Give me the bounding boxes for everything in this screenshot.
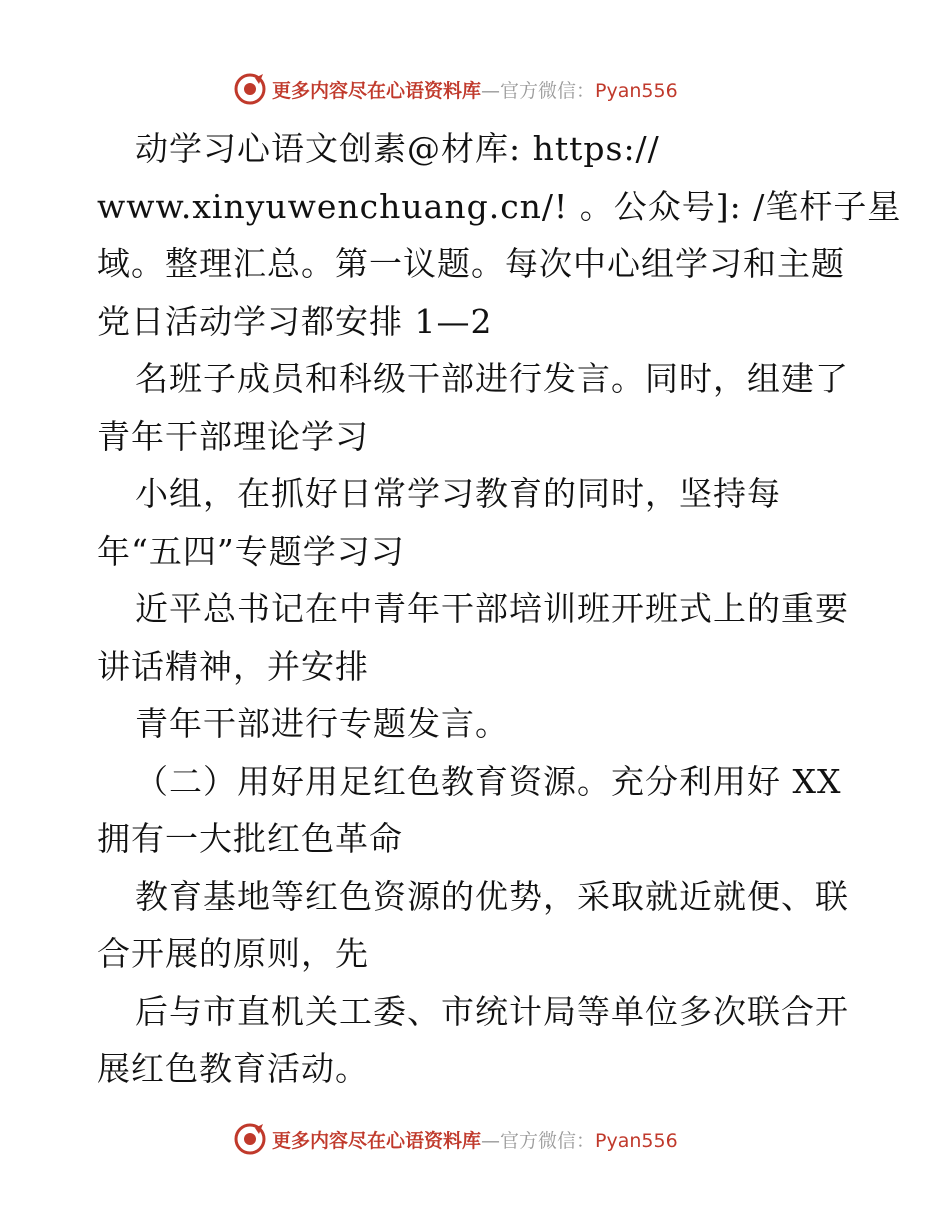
body-line: 名班子成员和科级干部进行发言。同时，组建了	[135, 359, 849, 398]
body-line: 后与市直机关工委、市统计局等单位多次联合开	[135, 991, 849, 1031]
body-line: 展红色教育活动。	[97, 1049, 369, 1088]
header-banner-account: Pyan556	[595, 80, 678, 102]
footer-banner	[0, 1120, 950, 1160]
footer-banner-sep: —官方微信：	[481, 1130, 596, 1152]
body-line: 合开展的原则，先	[97, 934, 369, 973]
header-banner-main: 更多内容尽在心语资料库	[272, 80, 482, 102]
body-line: 教育基地等红色资源的优势，采取就近就便、联	[135, 876, 849, 916]
body-line: 近平总书记在中青年干部培训班开班式上的重要	[135, 589, 849, 628]
body-line: 党日活动学习都安排 1—2	[97, 301, 493, 341]
body-line: 域。整理汇总。第一议题。每次中心组学习和主题	[97, 244, 845, 283]
document-body	[97, 120, 902, 1098]
footer-banner-text	[272, 1126, 678, 1153]
footer-banner-account: Pyan556	[595, 1130, 678, 1152]
body-line: www.xinyuwenchuang.cn/! 。公众号]: /笔杆子星	[97, 186, 902, 226]
header-banner	[0, 70, 950, 110]
footer-banner-main: 更多内容尽在心语资料库	[272, 1130, 482, 1152]
logo-icon	[233, 1122, 267, 1156]
body-line: 讲话精神，并安排	[97, 646, 369, 686]
header-banner-text	[272, 76, 678, 103]
body-line: 年“五四”专题学习习	[97, 531, 405, 571]
body-line: （二）用好用足红色教育资源。充分利用好 XX	[135, 761, 842, 801]
body-line: 小组，在抓好日常学习教育的同时，坚持每	[135, 474, 781, 513]
header-banner-sep: —官方微信：	[481, 80, 596, 102]
body-line: 青年干部进行专题发言。	[135, 704, 509, 743]
body-line: 青年干部理论学习	[97, 416, 369, 456]
body-line: 动学习心语文创素@材库: https://	[135, 129, 660, 168]
logo-icon	[233, 72, 267, 106]
body-line: 拥有一大批红色革命	[97, 819, 403, 858]
